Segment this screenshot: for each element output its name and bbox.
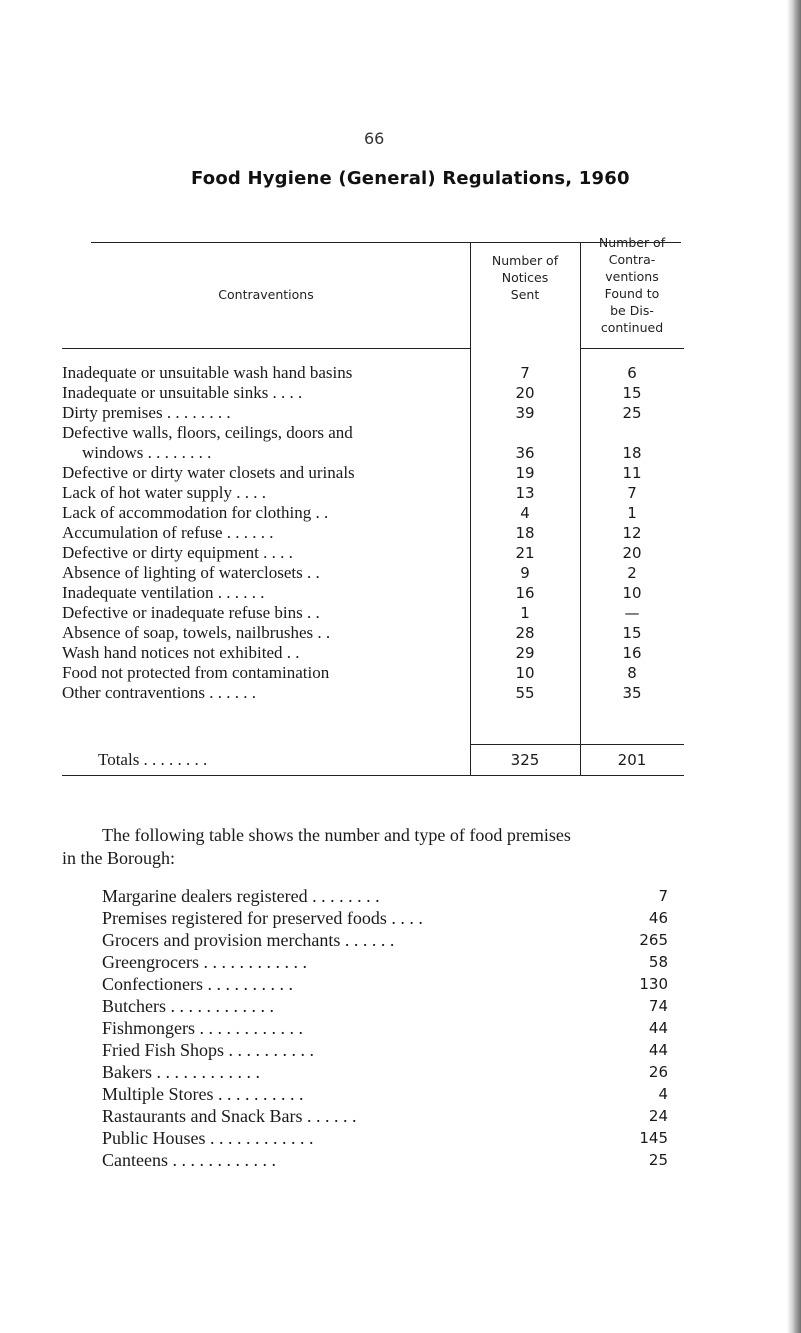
row-label: Other contraventions . . . . . . bbox=[62, 683, 257, 702]
premises-label: Grocers and provision merchants . . . . . . bbox=[102, 930, 395, 950]
discontinued-value: 1 bbox=[627, 504, 637, 522]
notices-value: 39 bbox=[515, 404, 535, 422]
premises-label: Margarine dealers registered . . . . . . . . bbox=[102, 886, 380, 906]
premises-label: Bakers . . . . . . . . . . . . bbox=[102, 1062, 260, 1082]
premises-label: Public Houses . . . . . . . . . . . . bbox=[102, 1128, 314, 1148]
premises-label: Multiple Stores . . . . . . . . . . bbox=[102, 1084, 304, 1104]
discontinued-value: 12 bbox=[622, 524, 642, 542]
row-label: Wash hand notices not exhibited . . bbox=[62, 643, 300, 662]
table-row bbox=[0, 383, 801, 403]
table-row bbox=[0, 603, 801, 623]
list-item bbox=[0, 885, 801, 907]
premises-count: 130 bbox=[639, 975, 668, 993]
notices-value: 9 bbox=[520, 564, 530, 582]
table-row bbox=[0, 523, 801, 543]
row-label: Lack of hot water supply . . . . bbox=[62, 483, 266, 502]
header-contraventions-discontinued: Number of Contra- ventions Found to be Dis- continued bbox=[598, 235, 666, 335]
notices-value: 19 bbox=[515, 464, 535, 482]
discontinued-value: 35 bbox=[622, 684, 642, 702]
row-label: Absence of lighting of waterclosets . . bbox=[62, 563, 320, 582]
discontinued-value: 11 bbox=[622, 464, 642, 482]
row-label: Inadequate or unsuitable sinks . . . . bbox=[62, 383, 303, 402]
premises-label: Rastaurants and Snack Bars . . . . . . bbox=[102, 1106, 357, 1126]
notices-value: 28 bbox=[515, 624, 535, 642]
totals-notices: 325 bbox=[510, 751, 540, 769]
table-row bbox=[0, 463, 801, 483]
discontinued-value: 10 bbox=[622, 584, 642, 602]
table-row bbox=[0, 363, 801, 383]
table-row bbox=[0, 503, 801, 523]
premises-count: 24 bbox=[648, 1107, 668, 1125]
discontinued-value: 15 bbox=[622, 624, 642, 642]
notices-value: 4 bbox=[520, 504, 530, 522]
table-bottom-rule bbox=[62, 775, 684, 776]
row-label: Absence of soap, towels, nailbrushes . . bbox=[62, 623, 331, 642]
header-notices-sent: Number of Notices Sent bbox=[491, 253, 559, 302]
discontinued-value: 16 bbox=[622, 644, 642, 662]
premises-count: 44 bbox=[648, 1041, 668, 1059]
list-item bbox=[0, 1017, 801, 1039]
table-row bbox=[0, 643, 801, 663]
intro-line-2: in the Borough: bbox=[62, 848, 175, 868]
premises-label: Canteens . . . . . . . . . . . . bbox=[102, 1150, 276, 1170]
intro-paragraph bbox=[62, 824, 702, 870]
row-label-continued: windows . . . . . . . . bbox=[82, 443, 212, 462]
premises-count: 46 bbox=[648, 909, 668, 927]
table-row bbox=[0, 563, 801, 583]
header-contraventions: Contraventions bbox=[218, 287, 314, 302]
premises-count: 26 bbox=[648, 1063, 668, 1081]
row-label: Lack of accommodation for clothing . . bbox=[62, 503, 329, 522]
row-label: Defective or inadequate refuse bins . . bbox=[62, 603, 320, 622]
premises-count: 58 bbox=[648, 953, 668, 971]
row-label: Inadequate or unsuitable wash hand basins bbox=[62, 363, 353, 382]
table-row bbox=[0, 443, 801, 463]
page-title: Food Hygiene (General) Regulations, 1960 bbox=[191, 168, 630, 189]
premises-count: 4 bbox=[658, 1085, 668, 1103]
list-item bbox=[0, 929, 801, 951]
list-item bbox=[0, 907, 801, 929]
notices-value: 10 bbox=[515, 664, 535, 682]
list-item bbox=[0, 1127, 801, 1149]
row-label: Defective or dirty water closets and urinals bbox=[62, 463, 355, 482]
premises-label: Fishmongers . . . . . . . . . . . . bbox=[102, 1018, 304, 1038]
totals-row bbox=[0, 750, 801, 770]
discontinued-value: 18 bbox=[622, 444, 642, 462]
table-row bbox=[0, 683, 801, 703]
list-item bbox=[0, 973, 801, 995]
list-item bbox=[0, 1149, 801, 1171]
discontinued-value: — bbox=[624, 604, 640, 622]
list-item bbox=[0, 995, 801, 1017]
discontinued-value: 25 bbox=[622, 404, 642, 422]
premises-count: 74 bbox=[648, 997, 668, 1015]
notices-value: 16 bbox=[515, 584, 535, 602]
premises-count: 25 bbox=[648, 1151, 668, 1169]
list-item bbox=[0, 1083, 801, 1105]
notices-value: 18 bbox=[515, 524, 535, 542]
table-row bbox=[0, 483, 801, 503]
premises-label: Premises registered for preserved foods . . . . bbox=[102, 908, 423, 928]
list-item bbox=[0, 1105, 801, 1127]
notices-value: 36 bbox=[515, 444, 535, 462]
discontinued-value: 7 bbox=[627, 484, 637, 502]
table-row bbox=[0, 663, 801, 683]
premises-label: Fried Fish Shops . . . . . . . . . . bbox=[102, 1040, 315, 1060]
table-row bbox=[0, 403, 801, 423]
premises-label: Butchers . . . . . . . . . . . . bbox=[102, 996, 274, 1016]
totals-label: Totals . . . . . . . . bbox=[98, 750, 208, 769]
premises-count: 7 bbox=[658, 887, 668, 905]
totals-top-rule-right bbox=[580, 744, 684, 745]
notices-value: 7 bbox=[520, 364, 530, 382]
notices-value: 29 bbox=[515, 644, 535, 662]
table-row bbox=[0, 543, 801, 563]
row-label: Food not protected from contamination bbox=[62, 663, 330, 682]
table-row bbox=[0, 423, 801, 443]
page-number: 66 bbox=[364, 129, 385, 148]
notices-value: 21 bbox=[515, 544, 535, 562]
premises-label: Greengrocers . . . . . . . . . . . . bbox=[102, 952, 307, 972]
table-row bbox=[0, 583, 801, 603]
notices-value: 55 bbox=[515, 684, 535, 702]
row-label: Inadequate ventilation . . . . . . bbox=[62, 583, 265, 602]
discontinued-value: 2 bbox=[627, 564, 637, 582]
row-label: Dirty premises . . . . . . . . bbox=[62, 403, 231, 422]
discontinued-value: 6 bbox=[627, 364, 637, 382]
header-bottom-rule-right bbox=[580, 348, 684, 349]
premises-label: Confectioners . . . . . . . . . . bbox=[102, 974, 293, 994]
list-item bbox=[0, 1061, 801, 1083]
intro-line-1: The following table shows the number and type of food premises bbox=[102, 825, 571, 845]
totals-top-rule-left bbox=[470, 744, 580, 745]
header-bottom-rule-left bbox=[62, 348, 470, 349]
premises-count: 265 bbox=[639, 931, 668, 949]
list-item bbox=[0, 1039, 801, 1061]
totals-discontinued: 201 bbox=[617, 751, 647, 769]
notices-value: 20 bbox=[515, 384, 535, 402]
discontinued-value: 8 bbox=[627, 664, 637, 682]
premises-count: 145 bbox=[639, 1129, 668, 1147]
notices-value: 1 bbox=[520, 604, 530, 622]
row-label: Accumulation of refuse . . . . . . bbox=[62, 523, 274, 542]
discontinued-value: 15 bbox=[622, 384, 642, 402]
table-row bbox=[0, 623, 801, 643]
row-label: Defective or dirty equipment . . . . bbox=[62, 543, 293, 562]
premises-count: 44 bbox=[648, 1019, 668, 1037]
row-label: Defective walls, floors, ceilings, doors and bbox=[62, 423, 353, 442]
discontinued-value: 20 bbox=[622, 544, 642, 562]
list-item bbox=[0, 951, 801, 973]
notices-value: 13 bbox=[515, 484, 535, 502]
